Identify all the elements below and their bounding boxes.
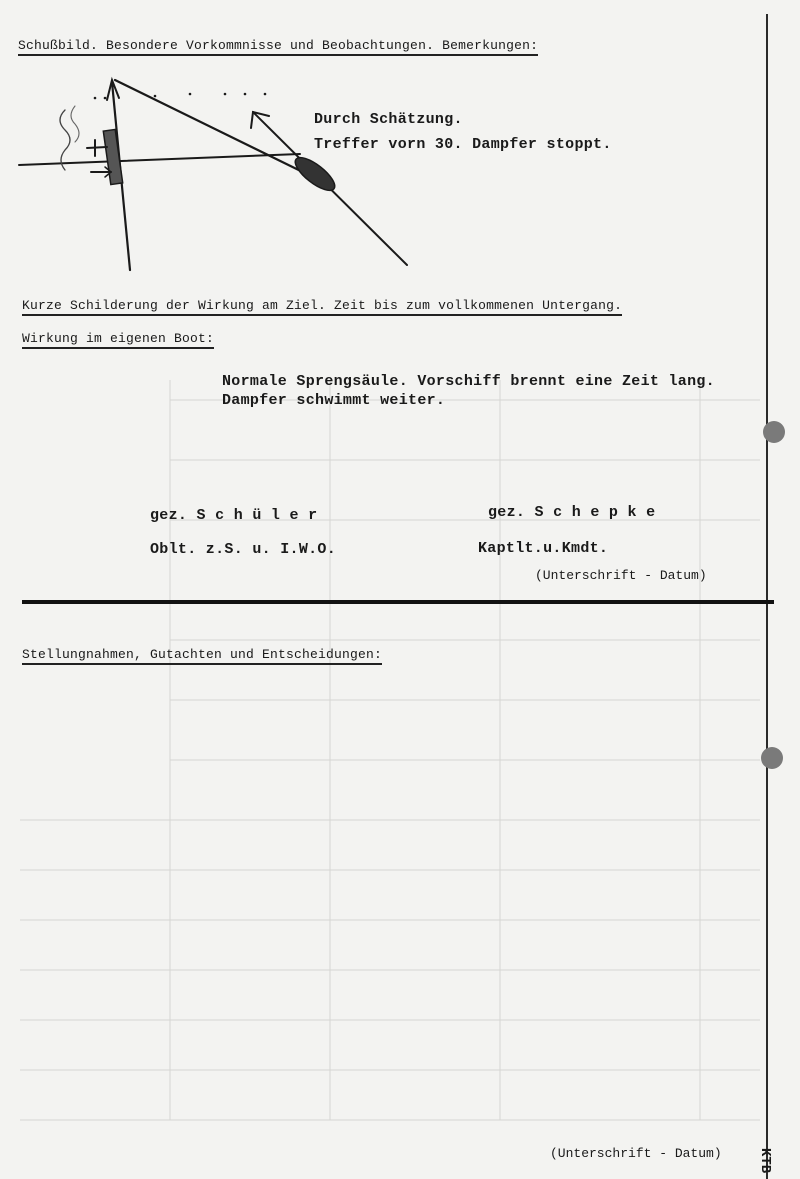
section-divider bbox=[22, 600, 774, 604]
torpedo-shot-sketch bbox=[15, 70, 435, 285]
punch-hole-bottom bbox=[761, 747, 783, 769]
review-signature-caption: (Unterschrift - Datum) bbox=[550, 1146, 722, 1161]
punch-hole-top bbox=[763, 421, 785, 443]
sketch-note-estimate: Durch Schätzung. bbox=[314, 111, 463, 128]
sketch-note-hit: Treffer vorn 30. Dampfer stoppt. bbox=[314, 136, 612, 153]
section-heading-own-boat: Wirkung im eigenen Boot: bbox=[22, 331, 214, 349]
section-heading-review: Stellungnahmen, Gutachten und Entscheidungen: bbox=[22, 647, 382, 665]
margin-mark: KTB bbox=[757, 1148, 773, 1174]
signature-right-rank: Kaptlt.u.Kmdt. bbox=[478, 540, 609, 557]
signature-caption: (Unterschrift - Datum) bbox=[535, 568, 707, 583]
section-heading-schussbild: Schußbild. Besondere Vorkommnisse und Beobachtungen. Bemerkungen: bbox=[18, 38, 538, 56]
effect-text-line1: Normale Sprengsäule. Vorschiff brennt eine Zeit lang. bbox=[222, 373, 715, 390]
signature-left-name: gez. S c h ü l e r bbox=[150, 507, 318, 524]
effect-text-line2: Dampfer schwimmt weiter. bbox=[222, 392, 446, 409]
signature-left-rank: Oblt. z.S. u. I.W.O. bbox=[150, 541, 337, 558]
signature-right-name: gez. S c h e p k e bbox=[488, 504, 656, 521]
section-heading-effect: Kurze Schilderung der Wirkung am Ziel. Zeit bis zum vollkommenen Untergang. bbox=[22, 298, 622, 316]
right-margin-rule bbox=[766, 14, 768, 1179]
